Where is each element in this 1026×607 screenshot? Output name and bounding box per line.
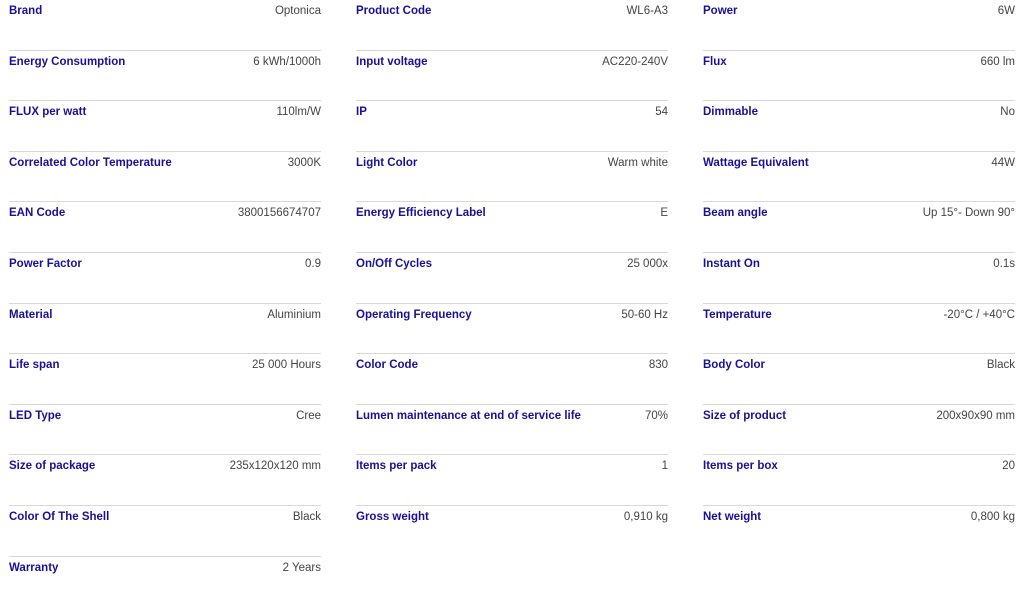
spec-value: Black: [292, 510, 321, 523]
spec-row: [356, 0, 668, 51]
spec-value: 6 kWh/1000h: [253, 55, 321, 68]
spec-value: 110lm/W: [276, 106, 321, 119]
spec-row: [9, 405, 321, 456]
spec-label: Energy Efficiency Label: [356, 207, 486, 220]
spec-label: Operating Frequency: [356, 308, 472, 321]
spec-column-3: [703, 0, 1015, 557]
spec-value: 830: [648, 359, 668, 372]
spec-value: 25 000x: [627, 257, 668, 270]
spec-label: IP: [356, 106, 367, 119]
spec-row: [703, 405, 1015, 456]
spec-value: 3000K: [287, 156, 321, 169]
spec-row: [703, 202, 1015, 253]
spec-value: 44W: [991, 156, 1015, 169]
spec-row: [703, 354, 1015, 405]
spec-value: No: [1000, 106, 1015, 119]
spec-label: Size of package: [9, 460, 96, 473]
spec-label: Dimmable: [703, 106, 758, 119]
spec-value: 0,800 kg: [970, 510, 1015, 523]
spec-label: Material: [9, 308, 53, 321]
spec-label: Size of product: [703, 409, 787, 422]
spec-value: Aluminium: [267, 308, 321, 321]
spec-label: Wattage Equivalent: [703, 156, 809, 169]
spec-row: [356, 354, 668, 405]
spec-row: [703, 101, 1015, 152]
spec-value: E: [660, 207, 668, 220]
spec-label: Instant On: [703, 257, 760, 270]
spec-value: 6W: [997, 5, 1015, 17]
spec-value: 25 000 Hours: [251, 359, 321, 372]
spec-value: 50-60 Hz: [621, 308, 668, 321]
spec-label: Items per box: [703, 460, 778, 473]
spec-row: [356, 202, 668, 253]
spec-row: [9, 0, 321, 51]
spec-value: WL6-A3: [626, 5, 668, 17]
spec-value: 54: [655, 106, 668, 119]
spec-row: [703, 455, 1015, 506]
spec-value: -20°C / +40°C: [943, 308, 1015, 321]
spec-row: [9, 455, 321, 506]
spec-row: [703, 51, 1015, 102]
spec-value: 0.1s: [993, 257, 1015, 270]
spec-row: [9, 304, 321, 355]
spec-label: Life span: [9, 359, 60, 372]
spec-value: Cree: [296, 409, 321, 422]
spec-label: Product Code: [356, 5, 432, 17]
spec-row: [356, 101, 668, 152]
spec-value: 3800156674707: [237, 207, 321, 220]
spec-label: Flux: [703, 55, 727, 68]
spec-value: 235x120x120 mm: [229, 460, 321, 473]
spec-label: FLUX per watt: [9, 106, 87, 119]
spec-row: [703, 506, 1015, 557]
spec-value: 20: [1002, 460, 1015, 473]
spec-value: 70%: [644, 409, 668, 422]
spec-value: Warm white: [607, 156, 668, 169]
spec-row: [703, 0, 1015, 51]
spec-value: 660 lm: [980, 55, 1015, 68]
spec-row: [9, 506, 321, 557]
spec-row: [703, 304, 1015, 355]
spec-label: Beam angle: [703, 207, 768, 220]
spec-value: Black: [986, 359, 1015, 372]
spec-value: 2 Years: [282, 561, 321, 574]
spec-value: 1: [661, 460, 668, 473]
spec-row: [356, 405, 668, 456]
spec-label: Correlated Color Temperature: [9, 156, 172, 169]
spec-label: Energy Consumption: [9, 55, 126, 68]
spec-value: 0.9: [305, 257, 321, 270]
spec-row: [356, 253, 668, 304]
spec-row: [9, 202, 321, 253]
spec-row: [356, 455, 668, 506]
spec-label: Input voltage: [356, 55, 428, 68]
spec-row: [9, 253, 321, 304]
spec-label: Lumen maintenance at end of service life: [356, 409, 581, 422]
spec-label: Power Factor: [9, 257, 82, 270]
spec-label: Temperature: [703, 308, 772, 321]
spec-value: AC220-240V: [602, 55, 668, 68]
spec-row: [703, 152, 1015, 203]
spec-column-1: [9, 0, 321, 607]
spec-label: Net weight: [703, 510, 762, 523]
spec-label: Color Of The Shell: [9, 510, 110, 523]
spec-row: [9, 152, 321, 203]
spec-value: 0,910 kg: [623, 510, 668, 523]
spec-label: Warranty: [9, 561, 59, 574]
spec-label: Power: [703, 5, 738, 17]
spec-label: Brand: [9, 5, 43, 17]
spec-value: Up 15°- Down 90°: [922, 207, 1015, 220]
spec-label: LED Type: [9, 409, 62, 422]
spec-value: 200x90x90 mm: [936, 409, 1015, 422]
spec-label: Items per pack: [356, 460, 437, 473]
spec-label: EAN Code: [9, 207, 66, 220]
spec-row: [356, 51, 668, 102]
spec-row: [356, 152, 668, 203]
spec-label: Color Code: [356, 359, 418, 372]
spec-row: [356, 506, 668, 557]
spec-row: [9, 51, 321, 102]
spec-value: Optonica: [274, 5, 321, 17]
spec-label: Light Color: [356, 156, 418, 169]
spec-column-2: [356, 0, 668, 557]
spec-label: Gross weight: [356, 510, 429, 523]
spec-row: [9, 354, 321, 405]
spec-label: Body Color: [703, 359, 765, 372]
spec-row: [703, 253, 1015, 304]
spec-row: [9, 101, 321, 152]
spec-row: [356, 304, 668, 355]
spec-label: On/Off Cycles: [356, 257, 433, 270]
